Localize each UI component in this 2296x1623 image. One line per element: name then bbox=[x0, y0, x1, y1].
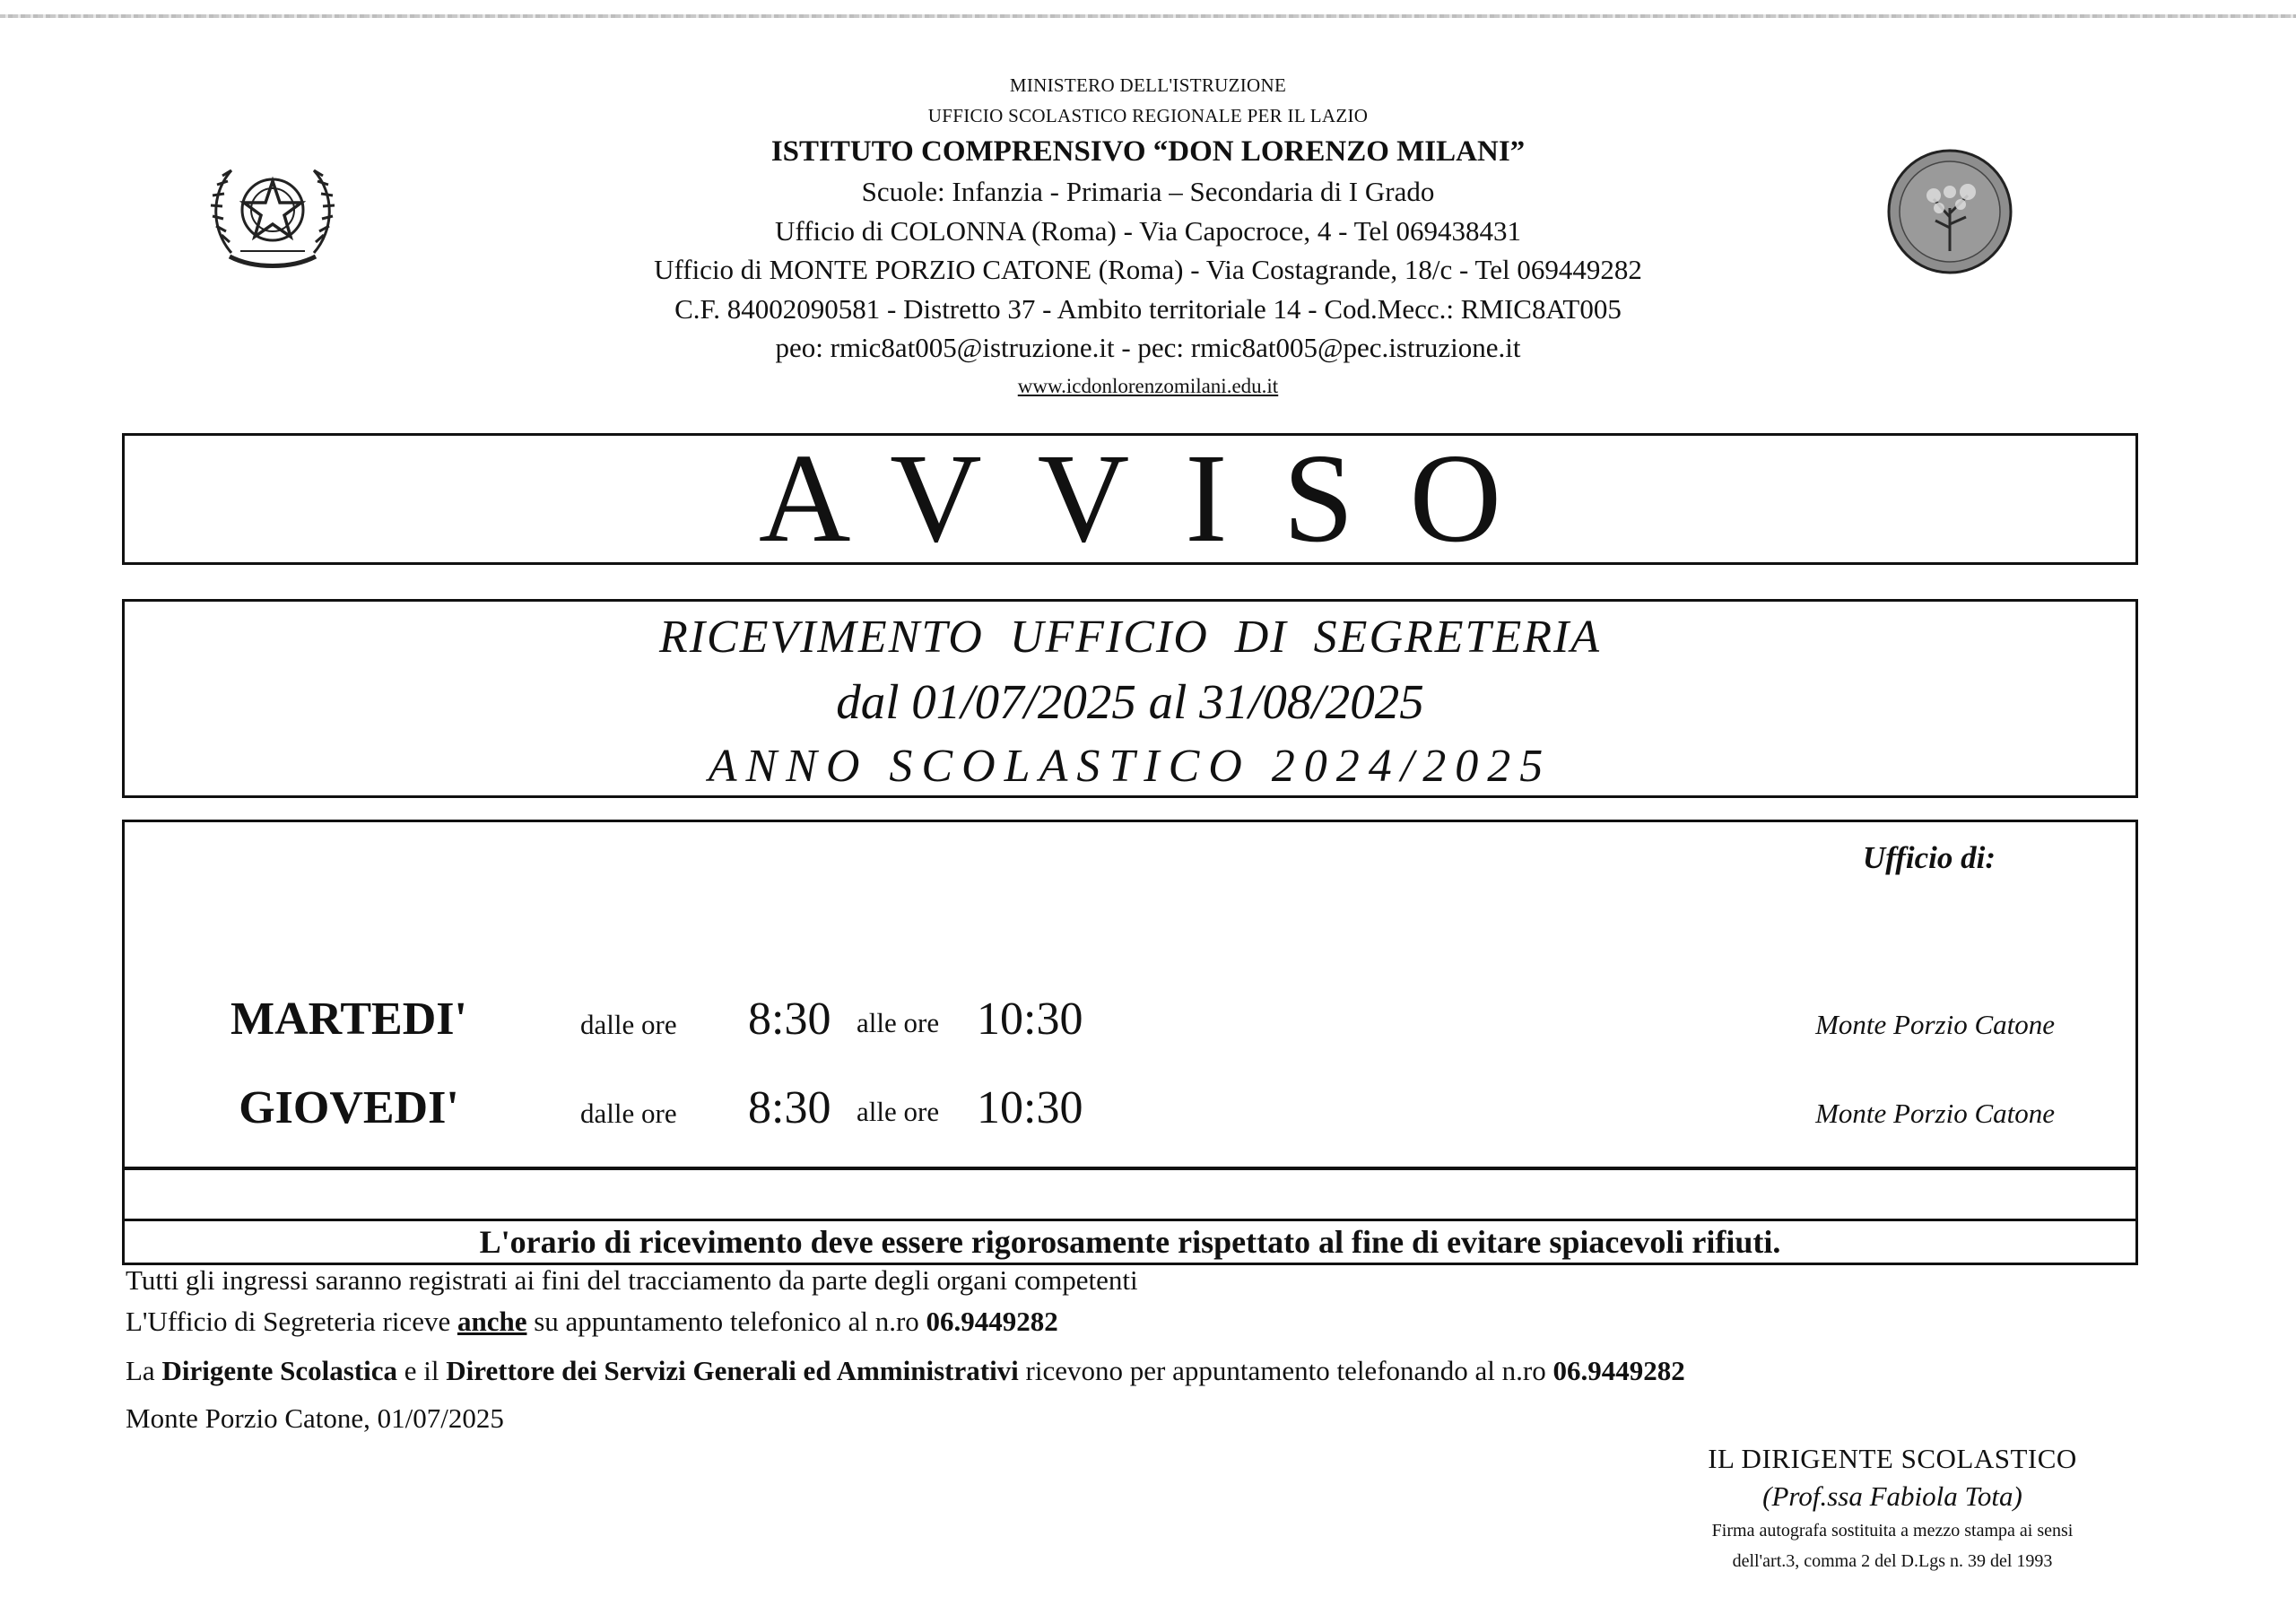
signature-legal-note: dell'art.3, comma 2 del D.Lgs n. 39 del 1993 bbox=[1732, 1551, 2053, 1571]
signatory-name: (Prof.ssa Fabiola Tota) bbox=[1762, 1480, 2022, 1512]
fiscal-codes: C.F. 84002090581 - Distretto 37 - Ambito territoriale 14 - Cod.Mecc.: RMIC8AT005 bbox=[674, 292, 1622, 325]
notice-title-box bbox=[122, 427, 2138, 568]
schedule-office: Monte Porzio Catone bbox=[1815, 1098, 2055, 1129]
to-label: alle ore bbox=[857, 1007, 940, 1038]
office-column-header: Ufficio di: bbox=[1862, 840, 1996, 875]
emphasis-anche: anche bbox=[457, 1306, 527, 1337]
subtitle-box bbox=[122, 599, 2138, 798]
ministry-name: MINISTERO DELL'ISTRUZIONE bbox=[1009, 74, 1287, 96]
to-time: 10:30 bbox=[977, 994, 1083, 1045]
subtitle-dates: dal 01/07/2025 al 31/08/2025 bbox=[836, 674, 1424, 729]
email-addresses: peo: rmic8at005@istruzione.it - pec: rmic8at005@pec.istruzione.it bbox=[775, 332, 1521, 363]
signature-block bbox=[1489, 1440, 2296, 1576]
letterhead bbox=[502, 70, 1794, 405]
phone-number: 06.9449282 bbox=[926, 1306, 1058, 1337]
from-time: 8:30 bbox=[748, 994, 831, 1045]
tracking-note: Tutti gli ingressi saranno registrati ai fini del tracciamento da parte degli organi competenti bbox=[126, 1264, 1138, 1296]
rule-notice: L'orario di ricevimento deve essere rigorosamente rispettato al fine di evitare spiacevoli rifiuti. bbox=[479, 1224, 1781, 1260]
office-monte-porzio: Ufficio di MONTE PORZIO CATONE (Roma) - Via Costagrande, 18/c - Tel 069449282 bbox=[654, 254, 1642, 285]
signatory-role: IL DIRIGENTE SCOLASTICO bbox=[1708, 1443, 2077, 1474]
schedule-box bbox=[122, 820, 2138, 1169]
subtitle-reception: RICEVIMENTO UFFICIO DI SEGRETERIA bbox=[658, 612, 1602, 663]
school-logo-icon bbox=[1882, 145, 2018, 278]
rule-notice-box bbox=[122, 1219, 2138, 1265]
empty-spacer-box bbox=[122, 1167, 2138, 1221]
school-name: ISTITUTO COMPRENSIVO “DON LORENZO MILANI” bbox=[770, 135, 1526, 168]
notice-title: AVVISO bbox=[758, 427, 1558, 568]
from-label: dalle ore bbox=[580, 1009, 677, 1040]
scan-border-line bbox=[0, 14, 2296, 18]
schedule-row bbox=[125, 1071, 2135, 1142]
signature-legal-note: Firma autografa sostituita a mezzo stampa ai sensi bbox=[1711, 1521, 2074, 1541]
to-time: 10:30 bbox=[977, 1082, 1083, 1133]
from-label: dalle ore bbox=[580, 1098, 677, 1129]
office-colonna: Ufficio di COLONNA (Roma) - Via Capocroce, 4 - Tel 069438431 bbox=[775, 214, 1521, 247]
dirigente-note: La Dirigente Scolastica e il Direttore dei Servizi Generali ed Amministrativi ricevono per appuntamento telefonando al n.ro 06.9449282 bbox=[126, 1355, 1685, 1386]
schedule-office: Monte Porzio Catone bbox=[1815, 1009, 2055, 1040]
website-link[interactable]: www.icdonlorenzomilani.edu.it bbox=[1017, 374, 1279, 397]
italian-republic-emblem-icon bbox=[204, 145, 341, 278]
schedule-day: MARTEDI' bbox=[230, 994, 467, 1045]
phone-appointment-note: L'Ufficio di Segreteria riceve anche su appuntamento telefonico al n.ro 06.9449282 bbox=[126, 1306, 1058, 1337]
phone-number: 06.9449282 bbox=[1552, 1355, 1685, 1386]
to-label: alle ore bbox=[857, 1096, 940, 1127]
schedule-row bbox=[125, 982, 2135, 1054]
from-time: 8:30 bbox=[748, 1082, 831, 1133]
subtitle-school-year: ANNO SCOLASTICO 2024/2025 bbox=[708, 741, 1552, 792]
school-levels: Scuole: Infanzia - Primaria – Secondaria di I Grado bbox=[861, 176, 1435, 207]
place-date: Monte Porzio Catone, 01/07/2025 bbox=[126, 1402, 504, 1434]
schedule-day: GIOVEDI' bbox=[239, 1082, 459, 1133]
regional-office: UFFICIO SCOLASTICO REGIONALE PER IL LAZIO bbox=[927, 105, 1369, 126]
